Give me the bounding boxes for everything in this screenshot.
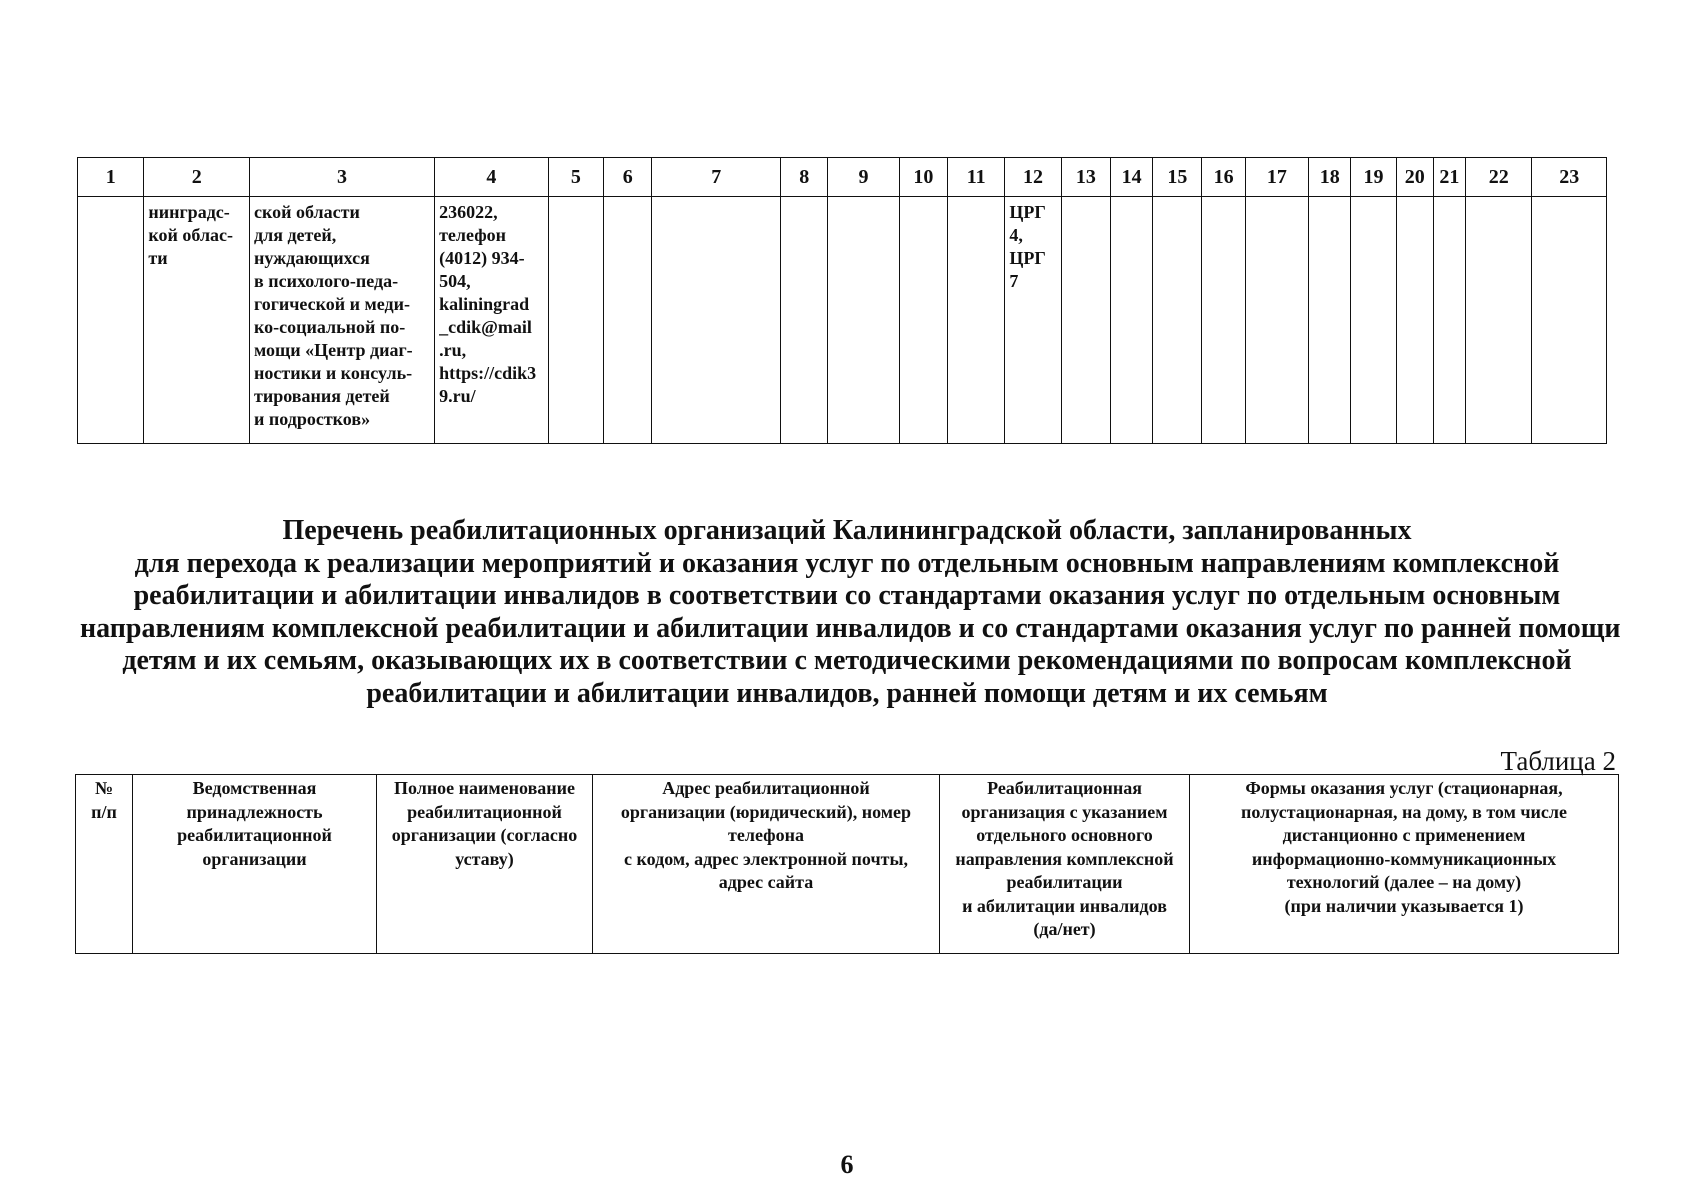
header-cell-service-forms [1190, 775, 1619, 954]
column-number-cell: 17 [1245, 158, 1308, 197]
column-number-cell: 18 [1309, 158, 1351, 197]
column-number-cell: 10 [899, 158, 947, 197]
cell-col-1 [78, 197, 144, 444]
cell-line: для детей, [254, 225, 337, 245]
cell-col-22 [1466, 197, 1532, 444]
header-line: телефона [728, 825, 804, 845]
header-line: реабилитационной [407, 801, 562, 822]
title-line: реабилитации и абилитации инвалидов в соответствии со стандартами оказания услуг по отдельным основным [133, 580, 1561, 611]
header-line: реабилитации [1006, 872, 1123, 892]
cell-col-3 [250, 197, 435, 444]
page-number: 6 [840, 1150, 854, 1179]
column-number-cell: 23 [1532, 158, 1607, 197]
header-line: (да/нет) [1033, 919, 1096, 939]
header-line: Адрес реабилитационной [662, 778, 870, 798]
document-title [80, 515, 1621, 710]
cell-line: 4, [1009, 225, 1023, 245]
header-line: уставу) [455, 848, 514, 869]
header-line: организации (юридический), номер [620, 801, 912, 822]
column-number-row [78, 158, 1607, 197]
header-cell-full-name [377, 775, 593, 954]
header-cell-number [76, 775, 133, 954]
column-number-cell: 13 [1061, 158, 1110, 197]
title-line: Перечень реабилитационных организаций Калининградской области, запланированных [282, 515, 1412, 546]
header-line: принадлежность [186, 801, 323, 822]
table-header-row [76, 775, 1619, 954]
cell-line: в психолого-педа- [254, 271, 399, 291]
header-line: технологий (далее – на дому) [1286, 872, 1522, 892]
column-number-cell: 20 [1396, 158, 1433, 197]
cell-col-8 [781, 197, 828, 444]
cell-line: телефон [439, 225, 507, 245]
column-number-cell: 22 [1466, 158, 1532, 197]
cell-line: (4012) 934- [439, 248, 525, 268]
column-number-cell: 3 [250, 158, 435, 197]
cell-col-19 [1351, 197, 1396, 444]
cell-line: ской области [254, 202, 360, 222]
organizations-table [75, 774, 1619, 954]
cell-col-5 [548, 197, 603, 444]
header-line: № [94, 778, 114, 798]
column-number-cell: 5 [548, 158, 603, 197]
cell-col-21 [1433, 197, 1465, 444]
column-number-cell: 2 [144, 158, 250, 197]
cell-col-10 [899, 197, 947, 444]
table-caption: Таблица 2 [1500, 746, 1616, 776]
header-line: Полное наименование [393, 778, 576, 798]
cell-line: ностики и консуль- [254, 363, 413, 383]
header-line: реабилитационной [177, 825, 332, 845]
column-number-cell: 9 [828, 158, 899, 197]
cell-col-13 [1061, 197, 1110, 444]
header-line: организация с указанием [961, 801, 1168, 822]
column-number-cell: 6 [604, 158, 652, 197]
header-cell-rehab-direction [940, 775, 1190, 954]
cell-line: 236022, [439, 202, 498, 222]
cell-line: мощи «Центр диаг- [254, 340, 413, 360]
column-number-cell: 14 [1110, 158, 1152, 197]
title-line: реабилитации и абилитации инвалидов, ранней помощи детям и их семьям [366, 677, 1328, 709]
header-cell-address [593, 775, 940, 954]
header-line: информационно-коммуникационных [1251, 848, 1557, 869]
header-line: (при наличии указывается 1) [1284, 895, 1524, 916]
header-line: п/п [91, 801, 117, 822]
cell-col-11 [948, 197, 1005, 444]
cell-col-2 [144, 197, 250, 444]
header-line: дистанционно с применением [1282, 825, 1526, 845]
column-number-cell: 16 [1202, 158, 1245, 197]
title-line: для перехода к реализации мероприятий и оказания услуг по отдельным основным направлениям комплексной [134, 547, 1560, 579]
cell-line: ЦРГ [1009, 248, 1046, 268]
column-number-cell: 7 [652, 158, 781, 197]
title-line: детям и их семьям, оказывающих их в соответствии с методическими рекомендациями по вопросам комплексной [122, 645, 1572, 676]
header-line: Ведомственная [192, 778, 317, 798]
continuation-table [77, 157, 1607, 444]
cell-col-9 [828, 197, 899, 444]
header-line: полустационарная, на дому, в том числе [1241, 801, 1567, 822]
cell-line: тирования детей [254, 386, 390, 406]
column-number-cell: 19 [1351, 158, 1396, 197]
cell-line: кой облас- [148, 225, 234, 245]
cell-line: 7 [1009, 271, 1019, 291]
header-line: отдельного основного [976, 825, 1153, 845]
cell-col-7 [652, 197, 781, 444]
cell-line: нуждающихся [254, 248, 370, 268]
cell-col-6 [604, 197, 652, 444]
column-number-cell: 1 [78, 158, 144, 197]
cell-line: ко-социальной по- [254, 317, 406, 337]
cell-col-16 [1202, 197, 1245, 444]
cell-line: и подростков» [254, 409, 371, 429]
cell-line: kaliningrad [439, 294, 530, 314]
title-line: направлениям комплексной реабилитации и абилитации инвалидов и со стандартами оказания услуг по ранней помощи [80, 612, 1621, 644]
cell-col-20 [1396, 197, 1433, 444]
cell-col-15 [1153, 197, 1202, 444]
cell-col-12 [1005, 197, 1061, 444]
column-number-cell: 12 [1005, 158, 1061, 197]
header-line: организации [202, 848, 307, 869]
cell-line: https://cdik3 [439, 363, 537, 383]
cell-line: _cdik@mail [439, 317, 532, 337]
table-row [78, 197, 1607, 444]
header-line: Реабилитационная [987, 778, 1142, 798]
cell-line: 504, [439, 271, 471, 291]
header-cell-affiliation [133, 775, 377, 954]
header-line: и абилитации инвалидов [962, 895, 1167, 916]
cell-line: ти [148, 248, 168, 268]
cell-col-23 [1532, 197, 1607, 444]
cell-line: ЦРГ [1009, 202, 1046, 222]
cell-line: 9.ru/ [439, 386, 476, 406]
header-line: адрес сайта [718, 872, 814, 892]
cell-col-18 [1309, 197, 1351, 444]
cell-line: нинградс- [148, 202, 230, 222]
header-line: Формы оказания услуг (стационарная, [1245, 778, 1563, 798]
cell-col-14 [1110, 197, 1152, 444]
cell-line: .ru, [439, 340, 467, 360]
cell-line: гогической и меди- [254, 294, 410, 314]
column-number-cell: 11 [948, 158, 1005, 197]
header-line: организации (согласно [391, 825, 578, 845]
header-line: с кодом, адрес электронной почты, [624, 848, 908, 869]
column-number-cell: 8 [781, 158, 828, 197]
column-number-cell: 21 [1433, 158, 1465, 197]
header-line: направления комплексной [955, 848, 1174, 869]
cell-col-17 [1245, 197, 1308, 444]
column-number-cell: 15 [1153, 158, 1202, 197]
cell-col-4 [435, 197, 549, 444]
column-number-cell: 4 [435, 158, 549, 197]
